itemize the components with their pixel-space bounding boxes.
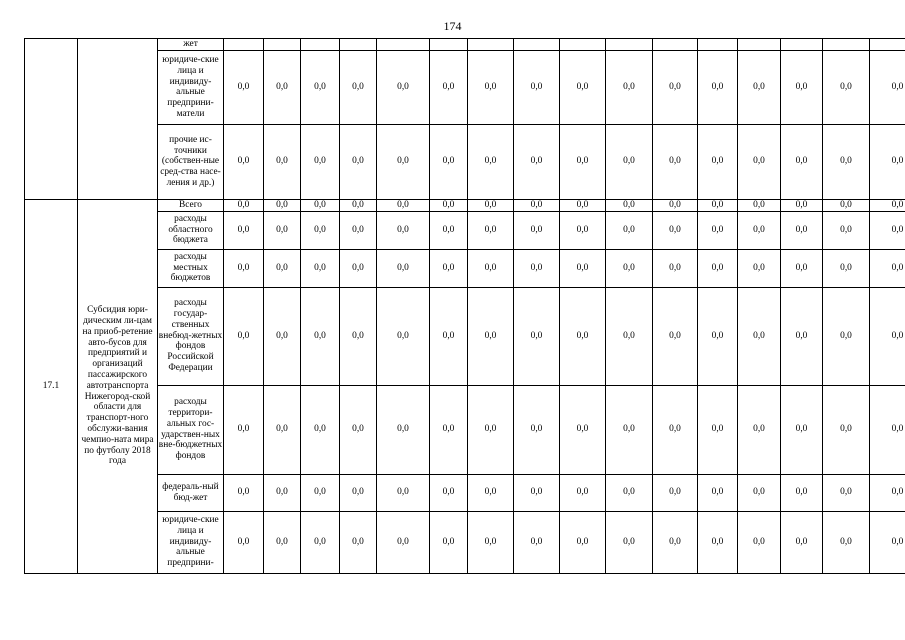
value-cell: 0,0 xyxy=(653,385,698,474)
table-row xyxy=(25,199,905,211)
value-cell: 0,0 xyxy=(823,511,870,573)
value-cell: 0,0 xyxy=(377,511,430,573)
value-cell: 0,0 xyxy=(340,199,377,211)
value-cell: 0,0 xyxy=(870,199,905,211)
funding-source-cell: расходы местных бюджетов xyxy=(158,249,224,287)
value-cell: 0,0 xyxy=(301,385,340,474)
value-cell: 0,0 xyxy=(738,385,781,474)
value-cell: 0,0 xyxy=(430,50,468,124)
value-cell: 0,0 xyxy=(301,211,340,249)
value-cell: 0,0 xyxy=(468,474,514,511)
value-cell: 0,0 xyxy=(468,124,514,199)
value-cell: 0,0 xyxy=(823,50,870,124)
value-cell: 0,0 xyxy=(698,385,738,474)
funding-source-cell: юридиче-ские лица и индивиду-альные предприни- xyxy=(158,511,224,573)
table-row xyxy=(25,124,905,199)
table-body xyxy=(25,39,905,574)
value-cell: 0,0 xyxy=(377,287,430,385)
value-cell xyxy=(823,39,870,51)
value-cell: 0,0 xyxy=(698,199,738,211)
value-cell: 0,0 xyxy=(224,249,264,287)
value-cell: 0,0 xyxy=(870,249,905,287)
value-cell: 0,0 xyxy=(738,199,781,211)
value-cell: 0,0 xyxy=(264,385,301,474)
value-cell: 0,0 xyxy=(823,287,870,385)
table-row xyxy=(25,50,905,124)
value-cell: 0,0 xyxy=(377,474,430,511)
table-row xyxy=(25,211,905,249)
value-cell: 0,0 xyxy=(781,287,823,385)
value-cell: 0,0 xyxy=(514,211,560,249)
value-cell: 0,0 xyxy=(653,211,698,249)
funding-source-cell: расходы областного бюджета xyxy=(158,211,224,249)
value-cell: 0,0 xyxy=(870,474,905,511)
value-cell: 0,0 xyxy=(653,50,698,124)
value-cell: 0,0 xyxy=(870,50,905,124)
value-cell: 0,0 xyxy=(514,50,560,124)
value-cell: 0,0 xyxy=(377,211,430,249)
value-cell xyxy=(606,39,653,51)
value-cell: 0,0 xyxy=(430,199,468,211)
value-cell: 0,0 xyxy=(514,474,560,511)
value-cell: 0,0 xyxy=(560,249,606,287)
value-cell: 0,0 xyxy=(514,287,560,385)
value-cell xyxy=(698,39,738,51)
value-cell: 0,0 xyxy=(653,474,698,511)
value-cell: 0,0 xyxy=(430,287,468,385)
funding-source-cell: расходы государ-ственных внебюд-жетных фондов Российской Федерации xyxy=(158,287,224,385)
value-cell xyxy=(264,39,301,51)
value-cell: 0,0 xyxy=(430,511,468,573)
value-cell: 0,0 xyxy=(606,474,653,511)
funding-source-cell: Всего xyxy=(158,199,224,211)
table-row xyxy=(25,287,905,385)
value-cell xyxy=(560,39,606,51)
value-cell: 0,0 xyxy=(781,385,823,474)
value-cell: 0,0 xyxy=(738,287,781,385)
value-cell: 0,0 xyxy=(264,511,301,573)
value-cell: 0,0 xyxy=(224,287,264,385)
table-row xyxy=(25,249,905,287)
value-cell: 0,0 xyxy=(514,249,560,287)
value-cell: 0,0 xyxy=(560,385,606,474)
value-cell: 0,0 xyxy=(468,50,514,124)
value-cell: 0,0 xyxy=(781,50,823,124)
value-cell: 0,0 xyxy=(340,124,377,199)
value-cell: 0,0 xyxy=(377,124,430,199)
value-cell: 0,0 xyxy=(430,124,468,199)
continued-number-cell xyxy=(25,39,78,200)
value-cell: 0,0 xyxy=(340,50,377,124)
value-cell: 0,0 xyxy=(606,287,653,385)
value-cell: 0,0 xyxy=(340,211,377,249)
value-cell: 0,0 xyxy=(264,124,301,199)
table-row xyxy=(25,474,905,511)
value-cell: 0,0 xyxy=(698,249,738,287)
value-cell: 0,0 xyxy=(781,474,823,511)
value-cell: 0,0 xyxy=(301,511,340,573)
value-cell: 0,0 xyxy=(224,474,264,511)
value-cell: 0,0 xyxy=(340,385,377,474)
value-cell: 0,0 xyxy=(823,211,870,249)
value-cell: 0,0 xyxy=(653,124,698,199)
value-cell: 0,0 xyxy=(738,249,781,287)
table-row xyxy=(25,385,905,474)
value-cell: 0,0 xyxy=(301,249,340,287)
value-cell xyxy=(430,39,468,51)
value-cell xyxy=(468,39,514,51)
value-cell: 0,0 xyxy=(653,511,698,573)
value-cell: 0,0 xyxy=(301,199,340,211)
value-cell xyxy=(653,39,698,51)
value-cell xyxy=(377,39,430,51)
value-cell: 0,0 xyxy=(377,249,430,287)
value-cell: 0,0 xyxy=(224,50,264,124)
value-cell: 0,0 xyxy=(823,385,870,474)
value-cell: 0,0 xyxy=(514,385,560,474)
value-cell: 0,0 xyxy=(430,249,468,287)
value-cell: 0,0 xyxy=(698,511,738,573)
value-cell: 0,0 xyxy=(606,199,653,211)
value-cell xyxy=(870,39,905,51)
funding-source-cell: юридиче-ские лица и индивиду-альные предприни-матели xyxy=(158,50,224,124)
funding-source-cell: прочие ис-точники (собствен-ные сред-ства насе-ления и др.) xyxy=(158,124,224,199)
value-cell: 0,0 xyxy=(340,249,377,287)
value-cell xyxy=(340,39,377,51)
value-cell: 0,0 xyxy=(653,249,698,287)
value-cell: 0,0 xyxy=(738,511,781,573)
value-cell: 0,0 xyxy=(377,199,430,211)
value-cell: 0,0 xyxy=(468,211,514,249)
continued-description-cell xyxy=(78,39,158,200)
value-cell: 0,0 xyxy=(468,511,514,573)
value-cell: 0,0 xyxy=(340,287,377,385)
value-cell: 0,0 xyxy=(514,511,560,573)
value-cell: 0,0 xyxy=(653,287,698,385)
value-cell: 0,0 xyxy=(430,385,468,474)
value-cell: 0,0 xyxy=(823,199,870,211)
value-cell: 0,0 xyxy=(738,124,781,199)
value-cell: 0,0 xyxy=(738,474,781,511)
value-cell: 0,0 xyxy=(823,474,870,511)
value-cell xyxy=(738,39,781,51)
value-cell: 0,0 xyxy=(264,287,301,385)
value-cell: 0,0 xyxy=(606,50,653,124)
value-cell xyxy=(514,39,560,51)
value-cell: 0,0 xyxy=(224,385,264,474)
value-cell: 0,0 xyxy=(560,199,606,211)
value-cell: 0,0 xyxy=(224,211,264,249)
value-cell: 0,0 xyxy=(698,50,738,124)
item-number-cell: 17.1 xyxy=(25,199,78,573)
value-cell: 0,0 xyxy=(560,50,606,124)
value-cell: 0,0 xyxy=(606,211,653,249)
value-cell: 0,0 xyxy=(606,511,653,573)
value-cell: 0,0 xyxy=(514,199,560,211)
value-cell: 0,0 xyxy=(430,211,468,249)
value-cell: 0,0 xyxy=(264,199,301,211)
table-row xyxy=(25,39,905,51)
table-row xyxy=(25,511,905,573)
value-cell: 0,0 xyxy=(606,385,653,474)
value-cell: 0,0 xyxy=(560,287,606,385)
value-cell: 0,0 xyxy=(738,50,781,124)
value-cell: 0,0 xyxy=(823,124,870,199)
value-cell: 0,0 xyxy=(870,124,905,199)
value-cell: 0,0 xyxy=(560,511,606,573)
funding-source-cell: федераль-ный бюд-жет xyxy=(158,474,224,511)
value-cell: 0,0 xyxy=(224,511,264,573)
funding-source-cell: жет xyxy=(158,39,224,51)
item-description-cell: Субсидия юри-дическим ли-цам на приоб-ретение авто-бусов для предприятий и организаций пассажирского автотранспорта Нижегород-ской области для транспорт-ного обслужи-вания чемпио-ната мира по футболу 2018 года xyxy=(78,199,158,573)
value-cell: 0,0 xyxy=(560,211,606,249)
value-cell: 0,0 xyxy=(606,249,653,287)
value-cell: 0,0 xyxy=(468,249,514,287)
value-cell xyxy=(224,39,264,51)
value-cell: 0,0 xyxy=(264,50,301,124)
value-cell: 0,0 xyxy=(870,287,905,385)
value-cell: 0,0 xyxy=(698,474,738,511)
value-cell: 0,0 xyxy=(340,511,377,573)
value-cell: 0,0 xyxy=(377,385,430,474)
funding-source-cell: расходы территори-альных гос-ударствен-ных вне-бюджетных фондов xyxy=(158,385,224,474)
value-cell: 0,0 xyxy=(781,511,823,573)
value-cell: 0,0 xyxy=(738,211,781,249)
value-cell: 0,0 xyxy=(870,211,905,249)
value-cell: 0,0 xyxy=(870,385,905,474)
value-cell: 0,0 xyxy=(468,385,514,474)
page-number: 174 xyxy=(443,19,462,33)
value-cell: 0,0 xyxy=(224,199,264,211)
value-cell: 0,0 xyxy=(430,474,468,511)
value-cell: 0,0 xyxy=(606,124,653,199)
value-cell: 0,0 xyxy=(340,474,377,511)
value-cell: 0,0 xyxy=(224,124,264,199)
value-cell: 0,0 xyxy=(301,50,340,124)
value-cell: 0,0 xyxy=(301,287,340,385)
value-cell: 0,0 xyxy=(468,199,514,211)
value-cell: 0,0 xyxy=(560,474,606,511)
value-cell: 0,0 xyxy=(301,474,340,511)
value-cell: 0,0 xyxy=(264,211,301,249)
value-cell: 0,0 xyxy=(698,287,738,385)
value-cell xyxy=(301,39,340,51)
value-cell xyxy=(781,39,823,51)
value-cell: 0,0 xyxy=(514,124,560,199)
value-cell: 0,0 xyxy=(870,511,905,573)
value-cell: 0,0 xyxy=(301,124,340,199)
value-cell: 0,0 xyxy=(781,249,823,287)
value-cell: 0,0 xyxy=(560,124,606,199)
value-cell: 0,0 xyxy=(377,50,430,124)
value-cell: 0,0 xyxy=(653,199,698,211)
value-cell: 0,0 xyxy=(264,474,301,511)
budget-table xyxy=(24,38,905,574)
value-cell: 0,0 xyxy=(781,124,823,199)
value-cell: 0,0 xyxy=(781,211,823,249)
value-cell: 0,0 xyxy=(781,199,823,211)
value-cell: 0,0 xyxy=(264,249,301,287)
value-cell: 0,0 xyxy=(823,249,870,287)
value-cell: 0,0 xyxy=(468,287,514,385)
value-cell: 0,0 xyxy=(698,124,738,199)
value-cell: 0,0 xyxy=(698,211,738,249)
